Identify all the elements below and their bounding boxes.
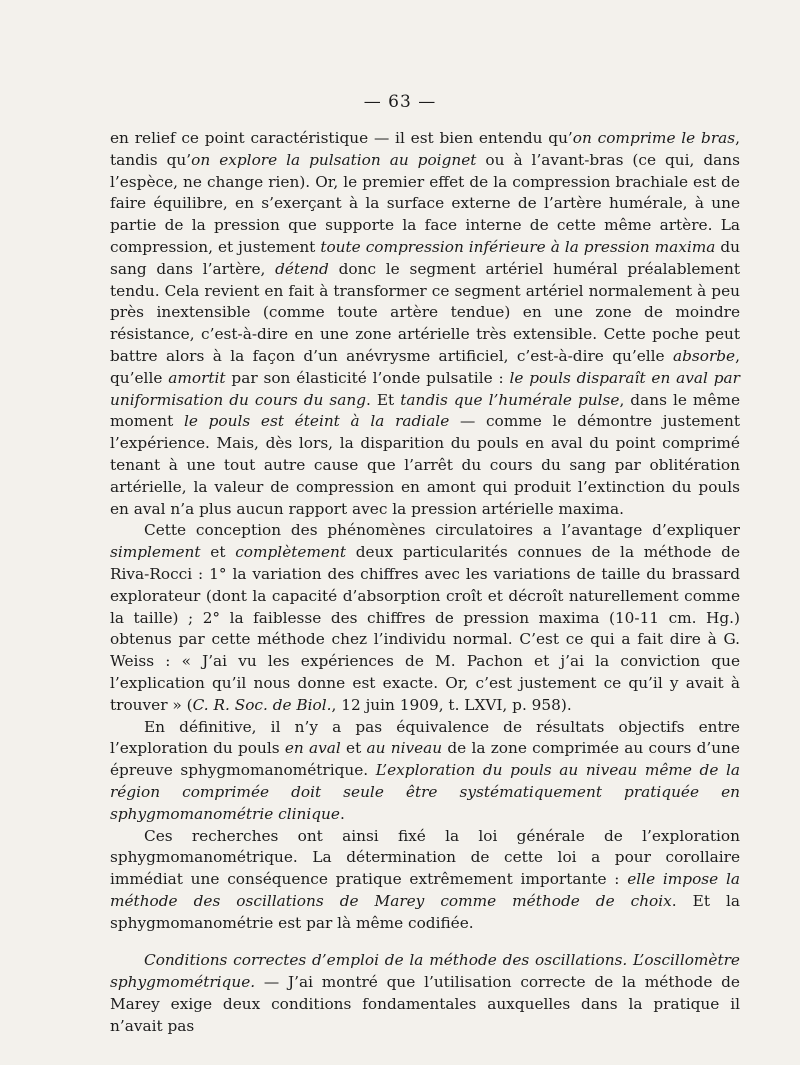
italic-text: Conditions correctes d’emploi de la méthode des oscillations. L’oscillomètre sphygmométrique. xyxy=(110,951,740,992)
italic-text: elle impose la méthode des oscillations de Marey comme méthode de choix xyxy=(110,870,740,910)
paragraph-5 xyxy=(110,950,740,1037)
text-run: . Et xyxy=(366,390,401,409)
text-run: par son élasticité l’onde pulsatile : xyxy=(225,368,510,387)
text-run: — J’ai montré que l’utilisation correcte de la méthode de Marey exige deux conditions fondamentales auxquelles dans la pratique il n’avait pas xyxy=(110,973,740,1035)
italic-text: absorbe xyxy=(672,346,736,365)
text-run: En définitive, il n’y a pas équivalence de résultats objectifs entre l’exploration du pouls xyxy=(110,717,740,758)
text-run: du sang dans l’artère, xyxy=(110,237,740,278)
text-run: — comme le démontre justement l’expérience. Mais, dès lors, la disparition du pouls en aval du point comprimé tenant à une tout autre cause que l’arrêt du cours du sang par oblitération artérielle, la valeur de compression en amont qui produit l’extinction du pouls en aval n’a plus aucun rapport avec la pression artérielle maxima. xyxy=(110,412,740,518)
italic-text: amortit xyxy=(168,368,226,387)
italic-text: toute compression inférieure à la pression maxima xyxy=(320,237,716,256)
text-run: , tandis qu’ xyxy=(110,129,740,169)
text-run: . Et la sphygmomanométrie est par là même codifiée. xyxy=(110,891,740,932)
text-run: et xyxy=(340,739,367,758)
text-body xyxy=(110,128,740,1038)
text-run: et xyxy=(200,543,236,562)
italic-text: on comprime le bras xyxy=(572,129,736,147)
text-run: donc le segment artériel huméral préalablement tendu. Cela revient en fait à transformer ce segment artériel normalement à peu près inextensible (comme toute artère tendue) en une zone de moindre résistance, c’est-à-dire en une zone artérielle très extensible. Cette poche peut battre alors à la façon d’un anévrysme artificiel, c’est-à-dire qu’elle xyxy=(110,259,740,365)
italic-text: en aval xyxy=(284,739,341,758)
text-run: , qu’elle xyxy=(110,346,740,387)
italic-text: L’exploration du pouls au niveau même de la région comprimée doit seule être systématiquement pratiquée en sphygmomanométrie clinique xyxy=(110,761,741,823)
paragraph-4 xyxy=(110,826,740,935)
italic-text: C. R. Soc. de Biol. xyxy=(192,695,332,714)
text-run: en relief ce point caractéristique — il est bien entendu qu’ xyxy=(110,129,573,147)
italic-text: détend xyxy=(275,259,329,278)
italic-text: simplement xyxy=(110,543,201,562)
italic-text: le pouls disparaît en aval par uniformisation du cours du sang xyxy=(110,368,740,409)
page-number: — 63 — xyxy=(363,92,437,112)
text-run: . xyxy=(339,804,345,823)
text-run: deux particularités connues de la méthode de Riva-Rocci : 1° la variation des chiffres avec les variations de taille du brassard explorateur (dont la capacité d’absorption croît et décroît naturellement comme la taille) ; 2° la faiblesse des chiffres de pression maxima (10-11 cm. Hg.) obtenus par cette méthode chez l’individu normal. C’est ce qui a fait dire à G. Weiss : « J’ai vu les expériences de M. Pachon et j’ai la conviction que l’explication qu’il nous donne est exacte. Or, c’est justement ce qu’il y avait à trouver » ( xyxy=(110,543,740,714)
italic-text: tandis que l’humérale pulse xyxy=(400,390,620,409)
text-run: Ces recherches ont ainsi fixé la loi générale de l’exploration sphygmomanométrique. La détermination de cette loi a pour corollaire immédiat une conséquence pratique extrêmement importante : xyxy=(110,826,740,889)
text-run: Cette conception des phénomènes circulatoires a l’avantage d’expliquer xyxy=(144,521,740,540)
italic-text: complètement xyxy=(235,543,347,562)
italic-text: le pouls est éteint à la radiale xyxy=(183,412,450,431)
paragraph-3 xyxy=(110,717,740,826)
paragraph-2 xyxy=(110,520,740,716)
paragraph-1 xyxy=(110,128,740,520)
text-run: , 12 juin 1909, t. LXVI, p. 958). xyxy=(331,695,572,714)
italic-text: on explore la pulsation au poignet xyxy=(191,150,477,169)
italic-text: au niveau xyxy=(366,739,443,758)
text-run: de la zone comprimée au cours d’une épreuve sphygmomanométrique. xyxy=(110,739,740,780)
text-run: , dans le même moment xyxy=(110,390,741,431)
text-run: ou à l’avant-bras (ce qui, dans l’espèce, ne change rien). Or, le premier effet de la compression brachiale est de faire équilibre, en s’exerçant à la surface externe de l’artère humérale, à une partie de la pression que supporte la face interne de cette même artère. La compression, et justement xyxy=(110,150,740,256)
